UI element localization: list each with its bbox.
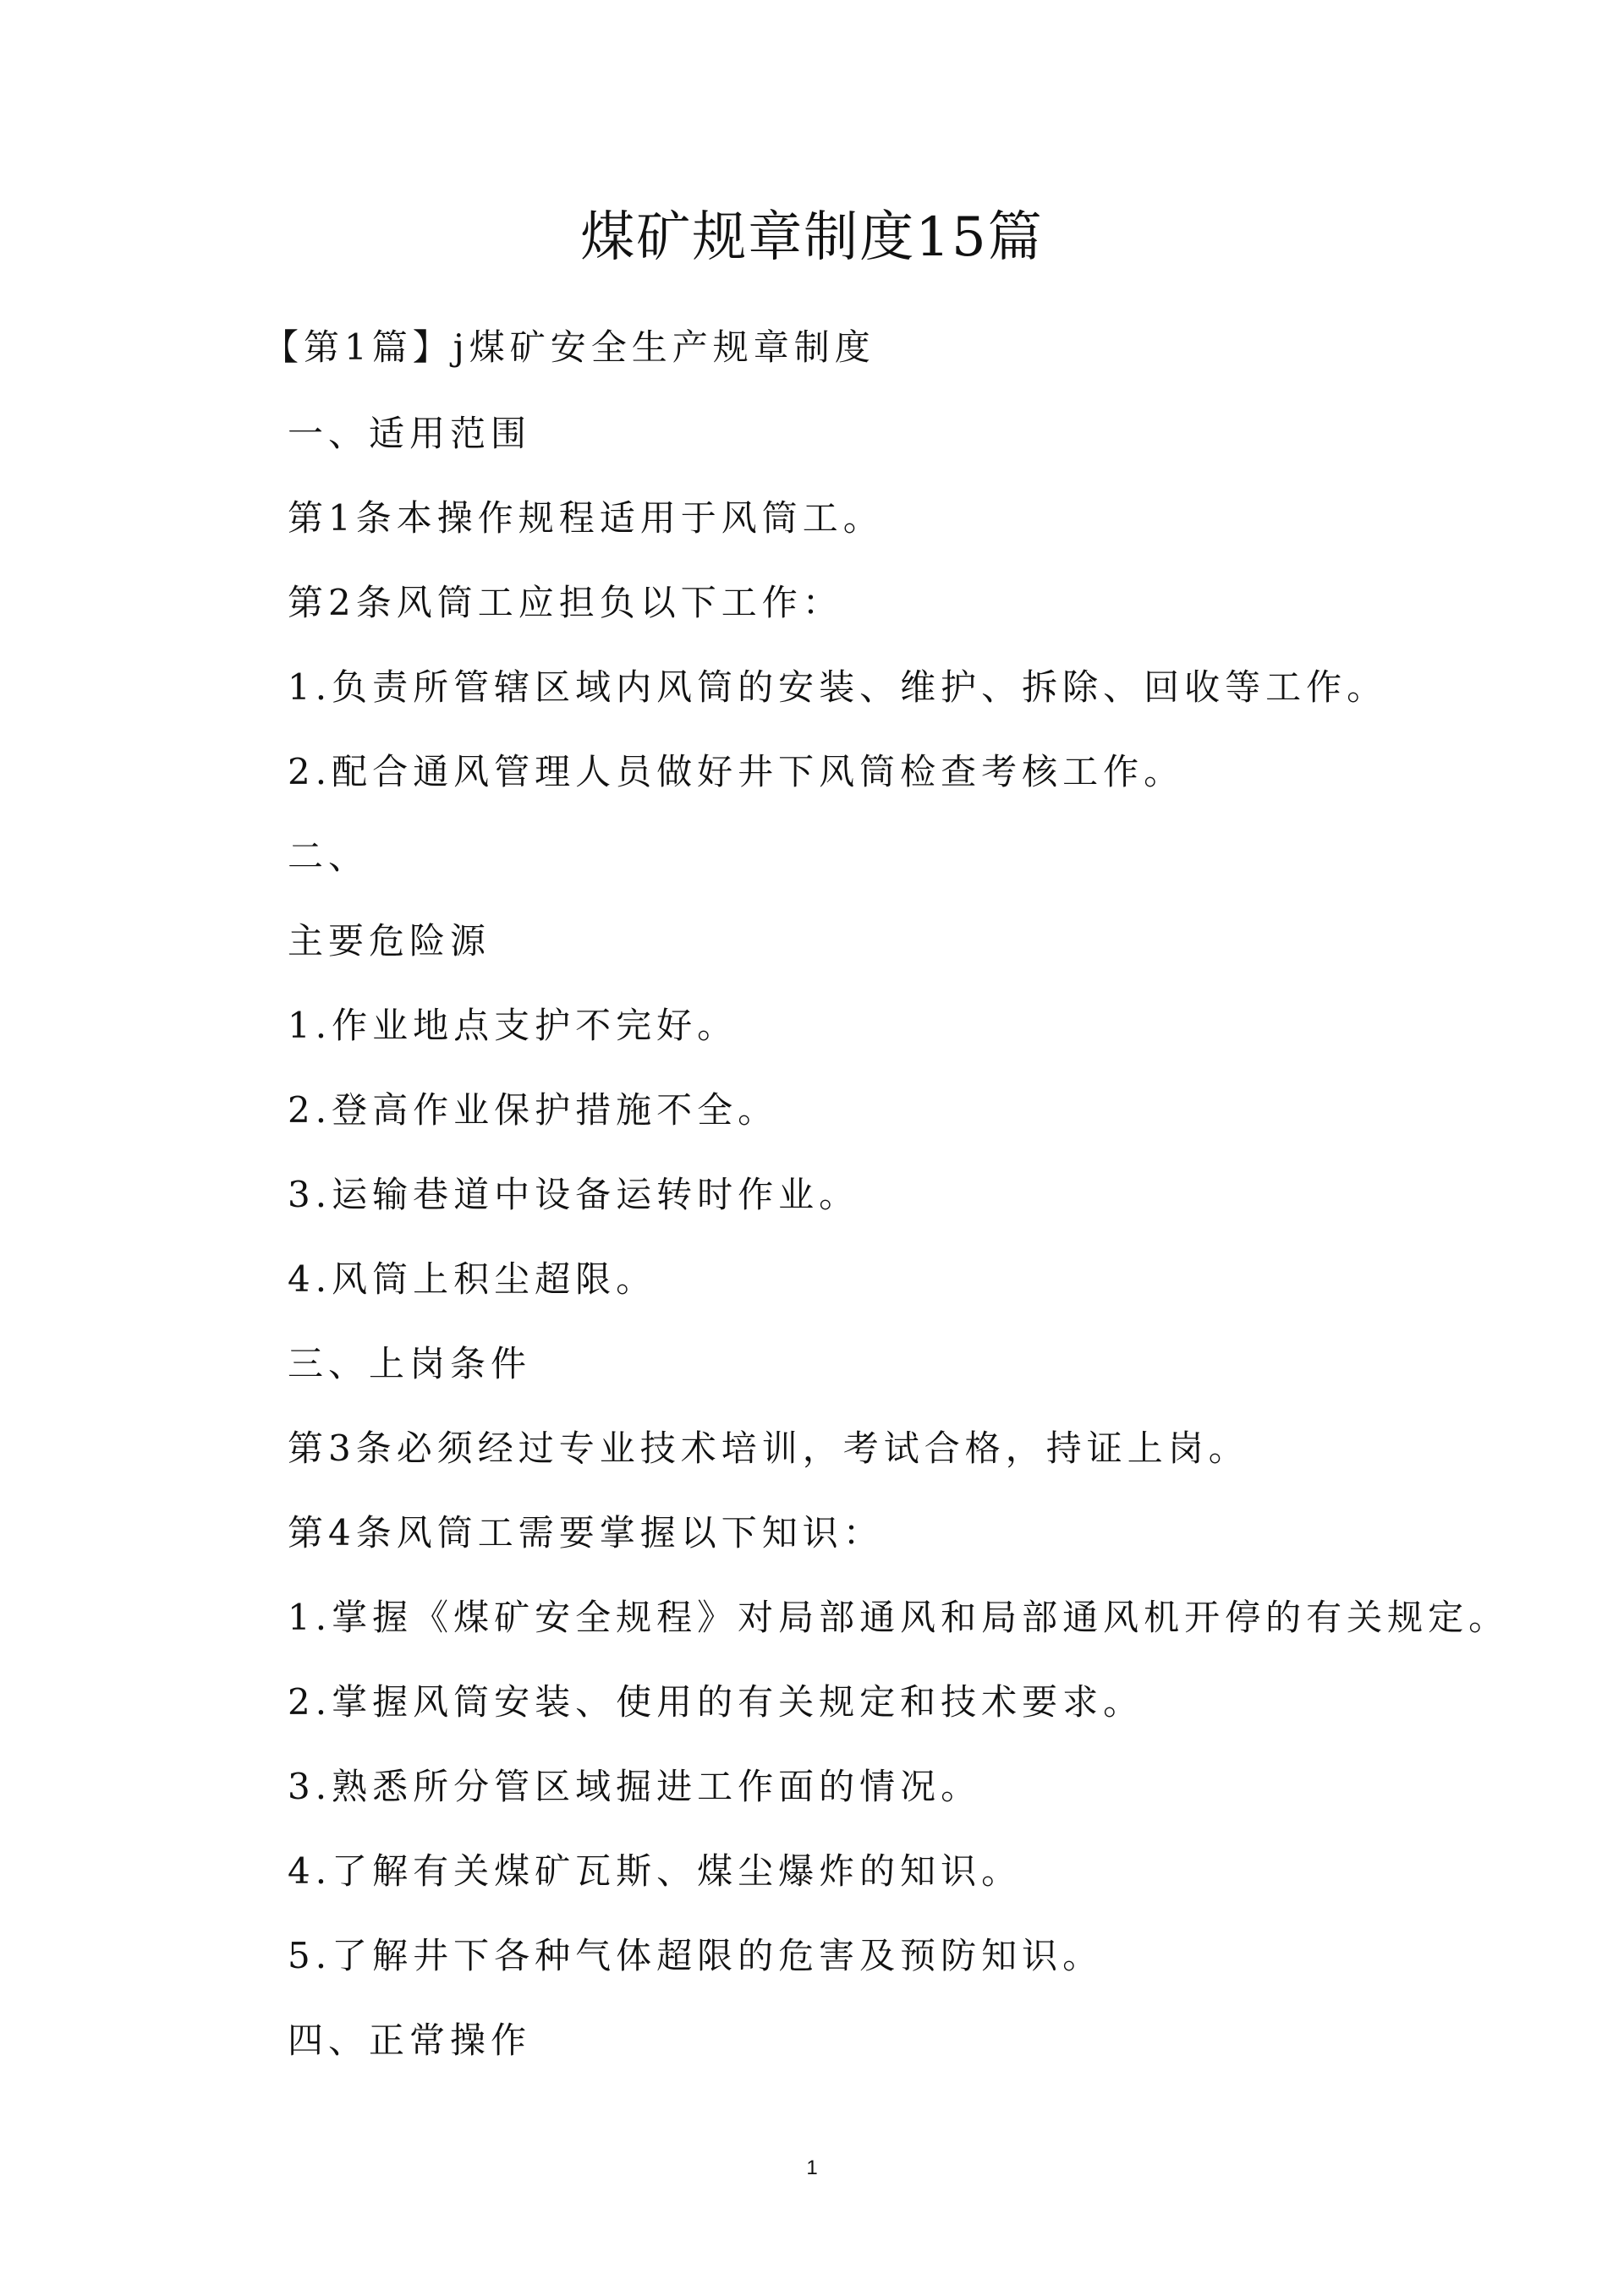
line-article-3: 第3条必须经过专业技术培训，考试合格，持证上岗。 (288, 1427, 1249, 1469)
line-hazard-3: 3.运输巷道中设备运转时作业。 (288, 1174, 860, 1215)
line-article-2: 第2条风筒工应担负以下工作： (288, 582, 843, 623)
line-scope-heading: 一、适用范围 (288, 413, 532, 454)
line-knowledge-1: 1.掌握《煤矿安全规程》对局部通风和局部通风机开停的有关规定。 (288, 1597, 1510, 1638)
body-text (288, 404, 1509, 2096)
line-duty-1: 1.负责所管辖区域内风筒的安装、维护、拆除、回收等工作。 (288, 666, 1388, 708)
line-duty-2: 2.配合通风管理人员做好井下风筒检查考核工作。 (288, 751, 1185, 792)
line-qualification-heading: 三、上岗条件 (288, 1343, 532, 1384)
line-knowledge-5: 5.了解井下各种气体超限的危害及预防知识。 (288, 1935, 1104, 1976)
page-number: 1 (806, 2156, 818, 2179)
line-section-2-number: 二、 (288, 836, 370, 877)
line-article-1: 第1条本操作规程适用于风筒工。 (288, 497, 884, 539)
line-hazards-heading: 主要危险源 (288, 920, 491, 962)
line-hazard-1: 1.作业地点支护不完好。 (288, 1005, 738, 1046)
line-knowledge-4: 4.了解有关煤矿瓦斯、煤尘爆炸的知识。 (288, 1850, 1023, 1892)
line-hazard-4: 4.风筒上积尘超限。 (288, 1258, 657, 1300)
section-heading: 【第1篇】j煤矿安全生产规章制度 (263, 326, 875, 368)
line-hazard-2: 2.登高作业保护措施不全。 (288, 1089, 779, 1131)
line-normal-operation-heading: 四、正常操作 (288, 2019, 532, 2061)
document-title: 煤矿规章制度15篇 (580, 206, 1044, 269)
line-article-4: 第4条风筒工需要掌握以下知识： (288, 1512, 884, 1553)
line-knowledge-2: 2.掌握风筒安装、使用的有关规定和技术要求。 (288, 1681, 1144, 1723)
line-knowledge-3: 3.熟悉所分管区域掘进工作面的情况。 (288, 1766, 982, 1807)
